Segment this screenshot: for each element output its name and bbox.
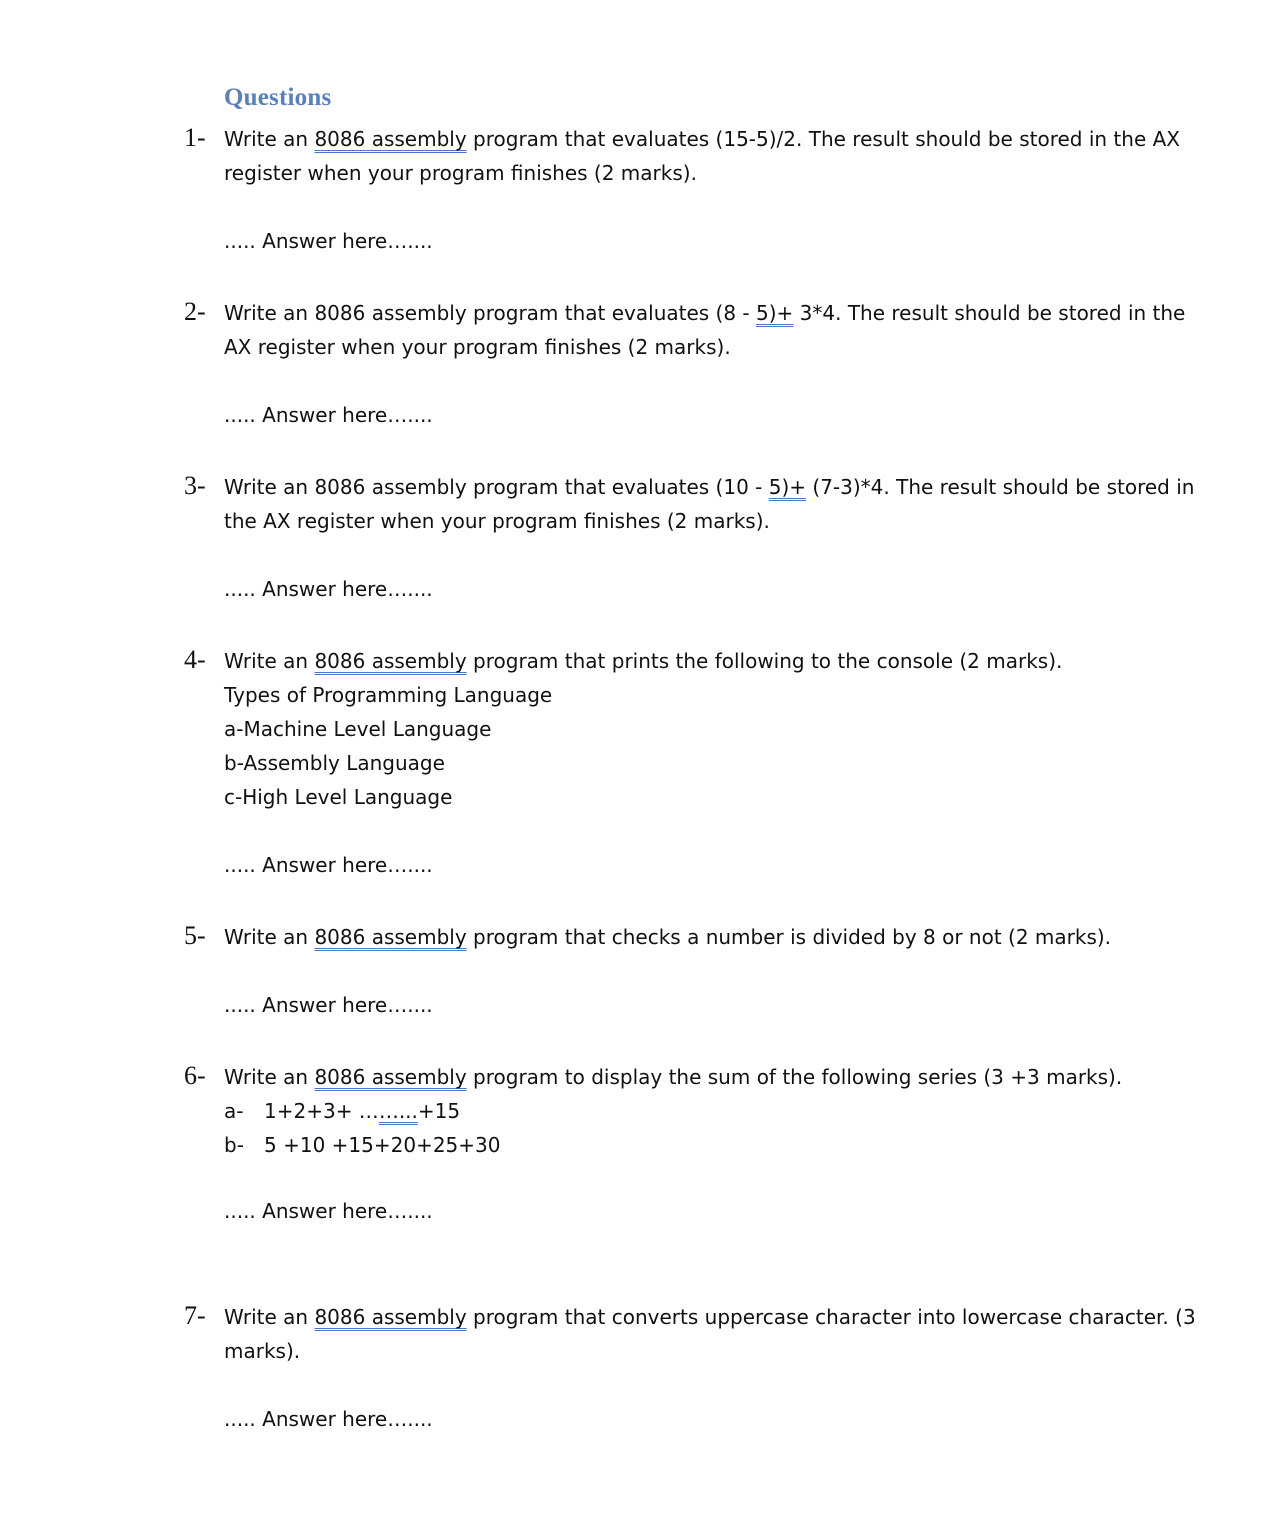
question-number: 4- bbox=[184, 645, 206, 674]
answer-placeholder[interactable]: ..... Answer here….... bbox=[224, 403, 433, 427]
question-text: Write an 8086 assembly program that converts uppercase character into lowercase character. (3 marks). bbox=[224, 1305, 1196, 1363]
series-a: a- 1+2+3+ ……...+15 bbox=[224, 1099, 461, 1123]
answer-placeholder[interactable]: ..... Answer here….... bbox=[224, 577, 433, 601]
spellcheck-underline: …... bbox=[378, 1099, 418, 1123]
spellcheck-underline: 8086 assembly bbox=[314, 1065, 467, 1089]
answer-placeholder[interactable]: ..... Answer here….... bbox=[224, 1407, 433, 1431]
output-line: c-High Level Language bbox=[224, 785, 453, 809]
spellcheck-underline: 8086 assembly bbox=[314, 925, 467, 949]
question-number: 6- bbox=[184, 1061, 206, 1090]
spellcheck-underline: 8086 assembly bbox=[314, 127, 467, 151]
answer-placeholder[interactable]: ..... Answer here….... bbox=[224, 853, 433, 877]
answer-placeholder[interactable]: ..... Answer here….... bbox=[224, 1199, 433, 1223]
question-number: 1- bbox=[184, 123, 206, 152]
answer-placeholder[interactable]: ..... Answer here….... bbox=[224, 229, 433, 253]
question-number: 3- bbox=[184, 471, 206, 500]
output-line: Types of Programming Language bbox=[224, 683, 553, 707]
output-line: a-Machine Level Language bbox=[224, 717, 492, 741]
spellcheck-underline: 8086 assembly bbox=[314, 649, 467, 673]
question-text: Write an 8086 assembly program that evaluates (15-5)/2. The result should be stored in the AX register when your program finishes (2 marks). bbox=[224, 127, 1180, 185]
question-text: Write an 8086 assembly program that evaluates (8 - 5)+ 3*4. The result should be stored in the AX register when your program finishes (2 marks). bbox=[224, 301, 1186, 359]
answer-placeholder[interactable]: ..... Answer here….... bbox=[224, 993, 433, 1017]
question-number: 2- bbox=[184, 297, 206, 326]
spellcheck-underline: 5)+ bbox=[756, 301, 794, 325]
spellcheck-underline: 8086 assembly bbox=[314, 1305, 467, 1329]
question-text: Write an 8086 assembly program that prints the following to the console (2 marks). Types of Programming Language a-Machine Level Language b-Assembly Language c-High Level Language bbox=[224, 644, 1174, 814]
page-title: Questions bbox=[224, 84, 332, 111]
spellcheck-underline: 5)+ bbox=[768, 475, 807, 499]
question-text: Write an 8086 assembly program that evaluates (10 - 5)+ (7-3)*4. The result should be stored in the AX register when your program finishes (2 marks). bbox=[224, 475, 1195, 533]
output-line: b-Assembly Language bbox=[224, 751, 445, 775]
question-text: Write an 8086 assembly program to display the sum of the following series (3 +3 marks). a- 1+2+3+ ……...+15 b- 5 +10 +15+20+25+30 bbox=[224, 1060, 1174, 1162]
question-number: 5- bbox=[184, 921, 206, 950]
series-b: b- 5 +10 +15+20+25+30 bbox=[224, 1133, 501, 1157]
question-number: 7- bbox=[184, 1301, 206, 1330]
question-text: Write an 8086 assembly program that checks a number is divided by 8 or not (2 marks). bbox=[224, 925, 1112, 949]
